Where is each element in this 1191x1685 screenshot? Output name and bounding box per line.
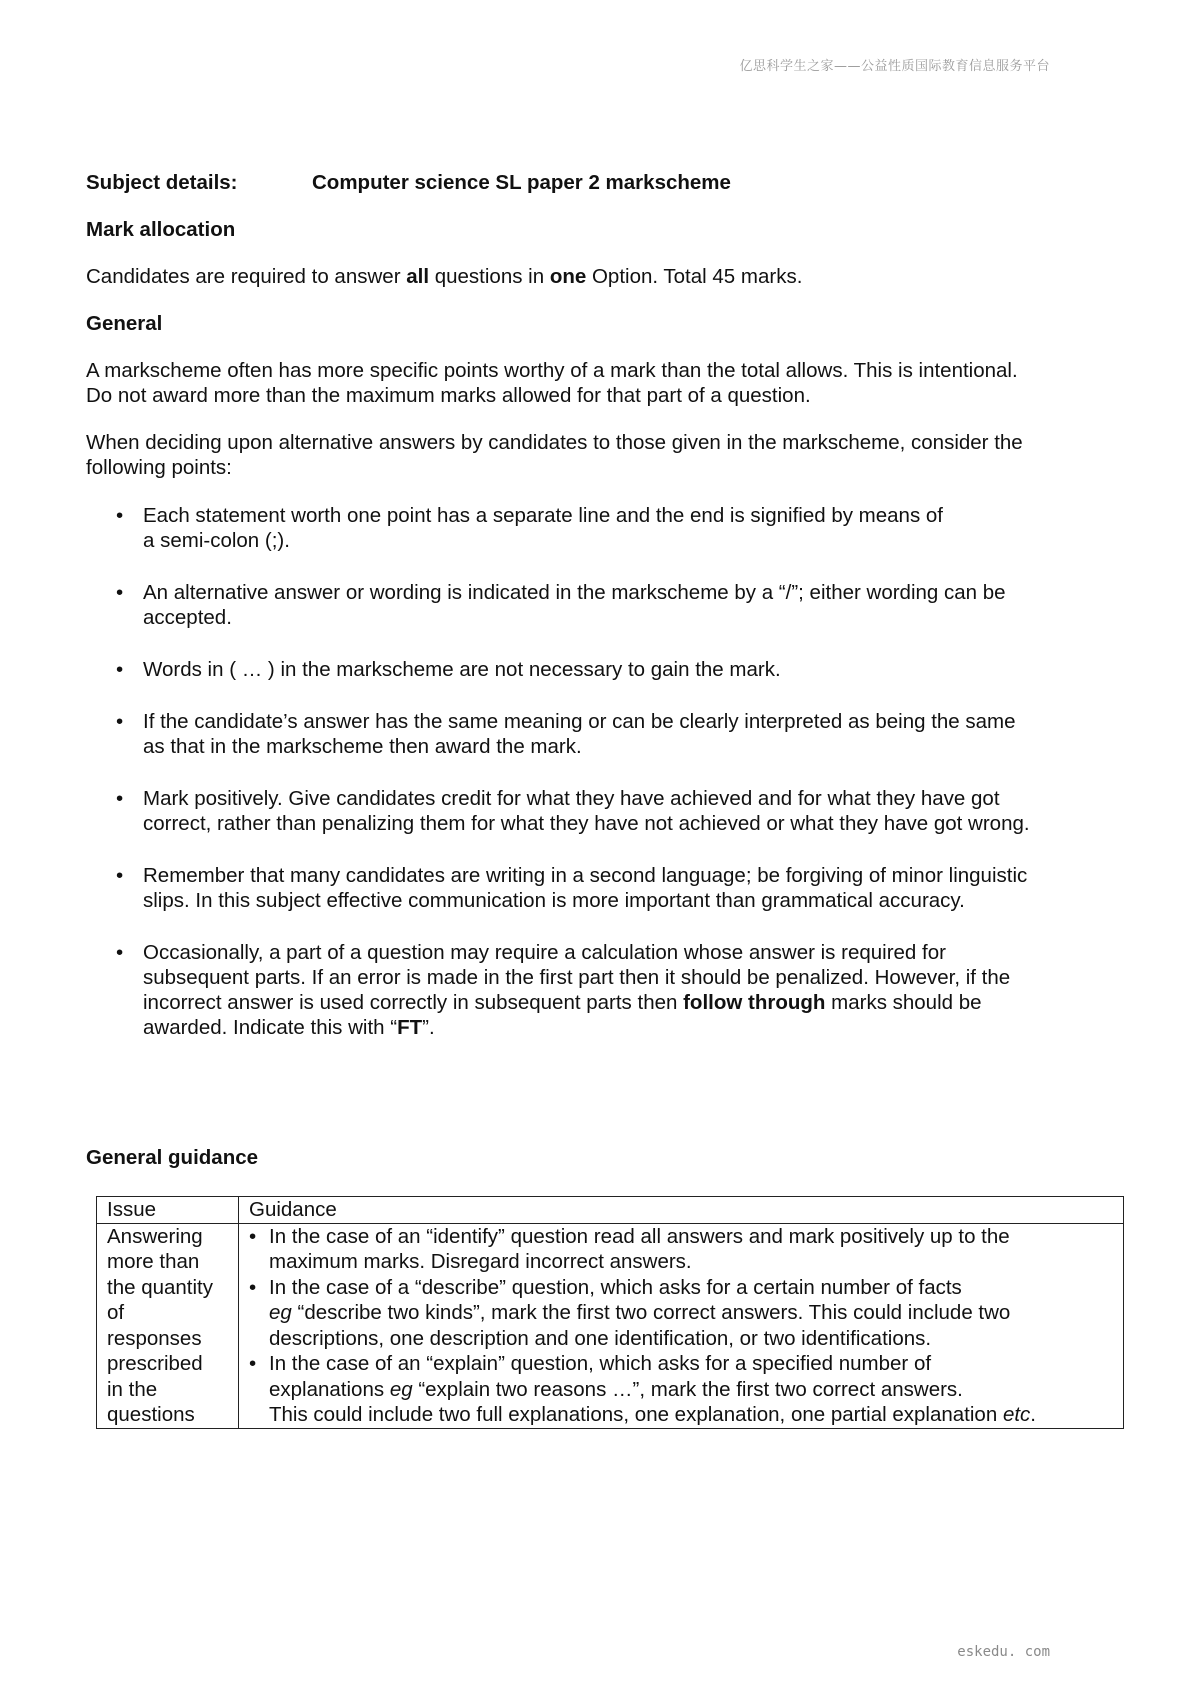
- general-guidance-heading: General guidance: [86, 1146, 259, 1169]
- bullet-icon: •: [116, 504, 124, 527]
- bullet-icon: •: [249, 1352, 257, 1375]
- guidance-list: [249, 1224, 1113, 1428]
- footer-watermark: eskedu. com: [957, 1644, 1050, 1660]
- list-item: • Words in ( … ) in the markscheme are not necessary to gain the mark.: [116, 658, 781, 681]
- table-header-row: [97, 1197, 1124, 1224]
- table-row: [97, 1223, 1124, 1428]
- marking-rules-list: [86, 503, 1126, 1040]
- header-watermark: 亿思科学生之家——公益性质国际教育信息服务平台: [739, 59, 1050, 74]
- list-item: • Each statement worth one point has a separate line and the end is signified by means of a semi-colon (;).: [116, 504, 944, 552]
- bullet-icon: •: [116, 581, 124, 604]
- bullet-icon: •: [249, 1224, 257, 1248]
- list-item: • In the case of a “describe” question, which asks for a certain number of facts eg “describe two kinds”, mark the first two correct answers. This could include two descriptions, one description and one identification, or two identifications.: [249, 1275, 1011, 1350]
- bullet-icon: •: [116, 787, 124, 810]
- subject-details: [86, 170, 1126, 195]
- column-header-issue: Issue: [97, 1197, 239, 1224]
- list-item: • In the case of an “explain” question, which asks for a specified number of explanations eg “explain two reasons …”, mark the first two correct answers. This could include two full explanations, one explanation, one partial explanation etc.: [249, 1352, 1036, 1426]
- list-item: • In the case of an “identify” question read all answers and mark positively up to the maximum marks. Disregard incorrect answers.: [249, 1224, 1010, 1273]
- bullet-icon: •: [116, 864, 124, 887]
- bullet-icon: •: [116, 710, 124, 733]
- markscheme-body: [86, 170, 1126, 1067]
- guidance-table: [96, 1196, 1124, 1429]
- subject-value: Computer science SL paper 2 markscheme: [312, 171, 731, 194]
- general-heading: General: [86, 312, 163, 335]
- subject-label: Subject details:: [86, 171, 238, 194]
- list-item: • An alternative answer or wording is indicated in the markscheme by a “/”; either wording can be accepted.: [116, 581, 1006, 629]
- bullet-icon: •: [116, 941, 124, 964]
- bullet-icon: •: [116, 658, 124, 681]
- bullet-icon: •: [249, 1275, 257, 1299]
- column-header-guidance: Guidance: [239, 1197, 1124, 1224]
- issue-cell: Answering more than the quantity of responses prescribed in the questions: [97, 1223, 239, 1428]
- mark-allocation-text: Candidates are required to answer all questions in one Option. Total 45 marks.: [86, 265, 803, 288]
- list-item: • Occasionally, a part of a question may require a calculation whose answer is required for subsequent parts. If an error is made in the first part then it should be penalized. However, if the incorrect answer is used correctly in subsequent parts then follow through marks should be awarded. Indicate this with “FT”.: [116, 941, 1011, 1039]
- mark-allocation-heading: Mark allocation: [86, 218, 236, 241]
- list-item: • If the candidate’s answer has the same meaning or can be clearly interpreted as being the same as that in the markscheme then award the mark.: [116, 710, 1016, 758]
- general-paragraph-1: A markscheme often has more specific points worthy of a mark than the total allows. This is intentional. Do not award more than the maximum marks allowed for that part of a question.: [86, 359, 1018, 407]
- list-item: • Mark positively. Give candidates credit for what they have achieved and for what they have got correct, rather than penalizing them for what they have not achieved or what they have got wrong.: [116, 787, 1030, 835]
- list-item: • Remember that many candidates are writing in a second language; be forgiving of minor linguistic slips. In this subject effective communication is more important than grammatical accuracy.: [116, 864, 1028, 912]
- guidance-cell: [239, 1223, 1124, 1428]
- general-paragraph-2: When deciding upon alternative answers by candidates to those given in the markscheme, consider the following points:: [86, 431, 1023, 479]
